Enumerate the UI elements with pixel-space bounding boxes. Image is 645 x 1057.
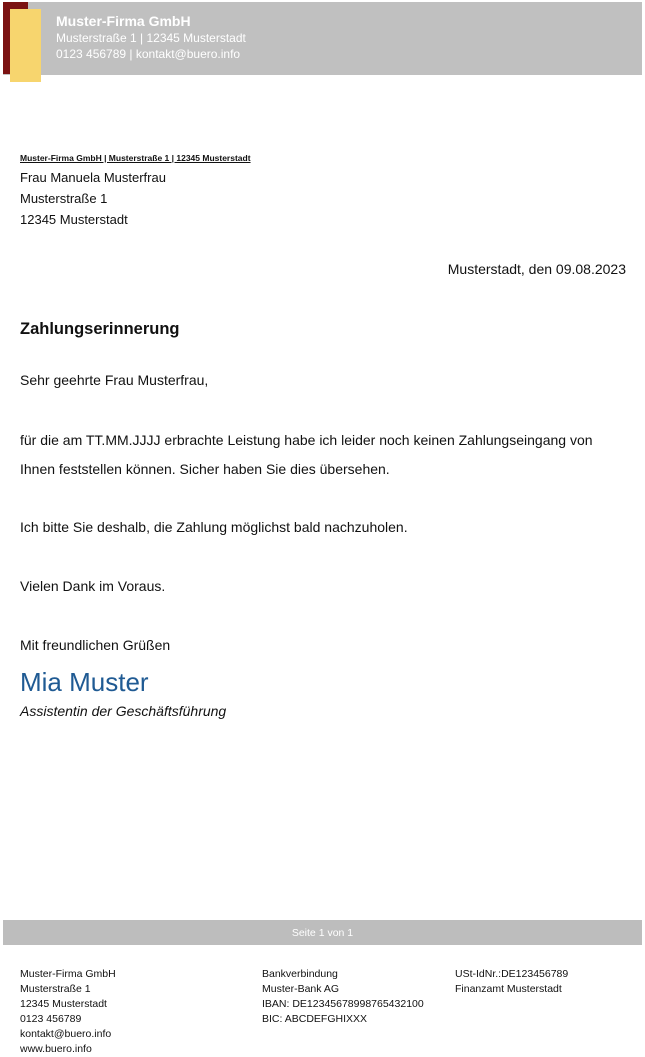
- company-contact: 0123 456789 | kontakt@buero.info: [56, 47, 241, 61]
- letter-subject: Zahlungserinnerung: [20, 320, 180, 338]
- footer-website: www.buero.info: [20, 1043, 92, 1055]
- footer-email: kontakt@buero.info: [20, 1028, 112, 1040]
- letterhead-text: [56, 12, 246, 62]
- footer-vat-id: USt-IdNr.:DE123456789: [455, 968, 569, 980]
- footer-bank-heading: Bankverbindung: [262, 968, 338, 980]
- recipient-street: Musterstraße 1: [20, 191, 108, 206]
- body-paragraph-2: Ich bitte Sie deshalb, die Zahlung möglichst bald nachzuholen.: [20, 519, 408, 535]
- footer-bank-name: Muster-Bank AG: [262, 983, 340, 995]
- signature-title: Assistentin der Geschäftsführung: [20, 703, 227, 719]
- recipient-address: [20, 167, 166, 230]
- page-number: Seite 1 von 1: [291, 926, 354, 939]
- page-number-bar: [3, 920, 642, 945]
- signature-name: Mia Muster: [20, 667, 149, 697]
- company-address: Musterstraße 1 | 12345 Musterstadt: [56, 31, 246, 45]
- footer-tax-column: [455, 967, 568, 997]
- footer-city: 12345 Musterstadt: [20, 998, 107, 1010]
- letter-closing: Mit freundlichen Grüßen: [20, 637, 171, 653]
- footer-tax-office: Finanzamt Musterstadt: [455, 983, 562, 995]
- letter-date: Musterstadt, den 09.08.2023: [447, 261, 626, 277]
- footer-company-name: Muster-Firma GmbH: [20, 968, 116, 980]
- logo-yellow-block: [10, 9, 41, 82]
- recipient-name: Frau Manuela Musterfrau: [20, 170, 166, 185]
- footer-iban: IBAN: DE12345678998765432100: [262, 998, 424, 1010]
- company-name: Muster-Firma GmbH: [56, 13, 191, 29]
- footer-bic: BIC: ABCDEFGHIXXX: [262, 1013, 368, 1025]
- footer-phone: 0123 456789: [20, 1013, 82, 1025]
- footer-bank-column: [262, 967, 424, 1027]
- return-address-line: Muster-Firma GmbH | Musterstraße 1 | 12345 Musterstadt: [20, 153, 251, 163]
- footer-company-column: [20, 967, 116, 1057]
- recipient-city: 12345 Musterstadt: [20, 212, 128, 227]
- body-paragraph-1: für die am TT.MM.JJJJ erbrachte Leistung habe ich leider noch keinen Zahlungseingang von Ihnen feststellen können. Sicher haben Sie dies übersehen.: [20, 432, 593, 477]
- body-paragraph-3: Vielen Dank im Voraus.: [20, 578, 166, 594]
- footer-street: Musterstraße 1: [20, 983, 91, 995]
- letter-salutation: Sehr geehrte Frau Musterfrau,: [20, 372, 209, 388]
